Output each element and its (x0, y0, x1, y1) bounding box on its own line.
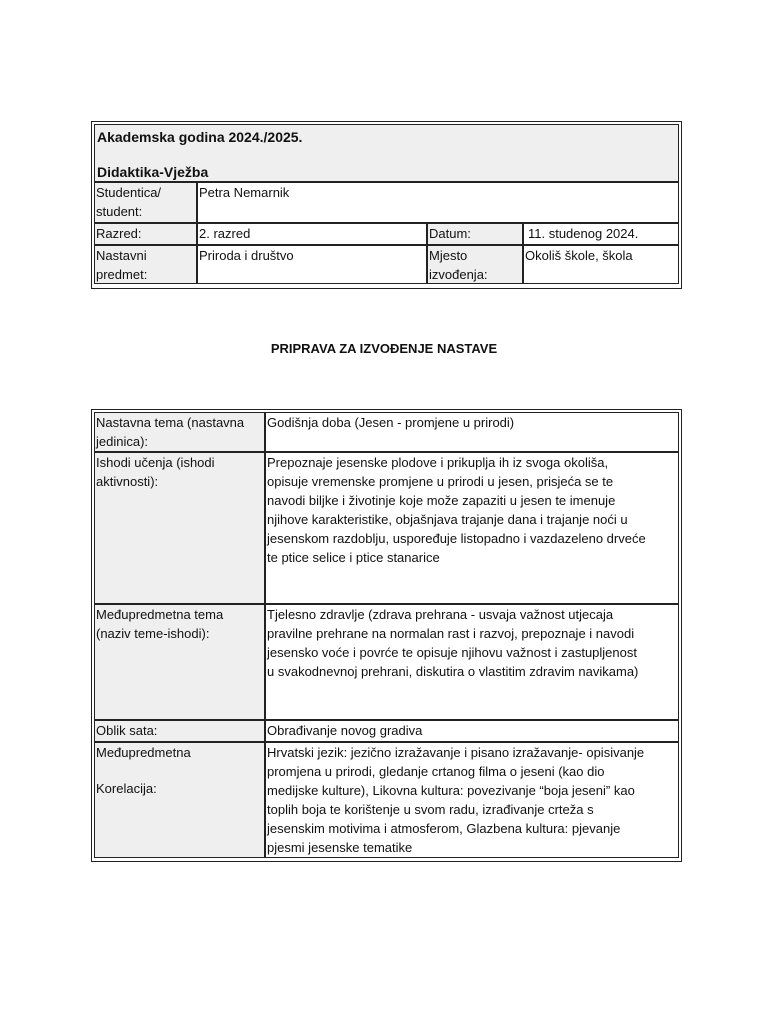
subject-label: Nastavni predmet: (96, 248, 148, 282)
correlation-label-cell (95, 743, 266, 857)
cross-label-cell (95, 605, 266, 719)
subject-place-row (94, 245, 679, 284)
form-label: Oblik sata: (96, 723, 158, 738)
date-value-cell (524, 224, 678, 244)
subject-value: Priroda i društvo (199, 248, 294, 263)
topic-value: Godišnja doba (Jesen - promjene u prirodi) (267, 415, 515, 430)
form-label-cell (95, 721, 266, 741)
student-label: Studentica/ student: (96, 185, 162, 219)
form-value-cell (266, 721, 678, 741)
course-name: Didaktika-Vježba (97, 164, 209, 180)
cross-label: Međupredmetna tema (naziv teme-ishodi): (96, 607, 224, 641)
student-row (94, 182, 679, 223)
header-table (91, 121, 682, 289)
grade-label: Razred: (96, 226, 142, 241)
place-label: Mjesto izvođenja: (429, 248, 488, 282)
date-value: 11. studenog 2024. (528, 226, 639, 241)
place-value: Okoliš škole, škola (525, 248, 633, 263)
correlation-value-cell (266, 743, 678, 857)
cross-value-cell (266, 605, 678, 719)
correlation-value: Hrvatski jezik: jezično izražavanje i pisano izražavanje- opisivanje promjena u prirodi, gledanje crtanog filma o jeseni (kao dio medijske kulture), Likovna kultura: povezivanje “boja jeseni” kao toplih boja te korištenje u svom radu, izrađivanje crteža s jesenskim motivima i atmosferom, Glazbena kultura: pjevanje pjesmi jesenske tematike (267, 745, 645, 855)
page-heading: PRIPRAVA ZA IZVOĐENJE NASTAVE (270, 341, 498, 356)
form-value: Obrađivanje novog gradiva (267, 723, 423, 738)
outcomes-value-cell (266, 453, 678, 603)
topic-value-cell (266, 413, 678, 451)
student-value: Petra Nemarnik (199, 185, 290, 200)
outcomes-value: Prepoznaje jesenske plodove i prikuplja ih iz svoga okoliša, opisuje vremenske promjene u prirodi u jesen, prisjeća se te navodi biljke i životinje koje može zapaziti u jesen te imenuje njihove karakteristike, objašnjava trajanje dana i trajanje noći u jesenskom razdoblju, uspoređuje listopadno i vazdazeleno drveće te ptice selice i ptice stanarice (267, 455, 646, 565)
cross-curricular-row (94, 604, 679, 720)
topic-label: Nastavna tema (nastavna jedinica): (96, 415, 245, 449)
subject-label-cell (95, 246, 198, 283)
correlation-label-1: Međupredmetna (96, 745, 191, 760)
place-label-cell (428, 246, 524, 283)
topic-label-cell (95, 413, 266, 451)
header-title-row (94, 124, 679, 182)
grade-date-row (94, 223, 679, 245)
grade-value: 2. razred (199, 226, 251, 241)
outcomes-label: Ishodi učenja (ishodi aktivnosti): (96, 455, 215, 489)
academic-year: Akademska godina 2024./2025. (97, 129, 303, 145)
lesson-plan-table (91, 409, 682, 862)
correlation-label-2: Korelacija: (96, 781, 157, 796)
place-value-cell (524, 246, 678, 283)
topic-row (94, 412, 679, 452)
date-label-cell (428, 224, 524, 244)
grade-label-cell (95, 224, 198, 244)
outcomes-row (94, 452, 679, 604)
subject-value-cell (198, 246, 428, 283)
student-label-cell (95, 183, 198, 222)
student-value-cell (198, 183, 678, 222)
correlation-row (94, 742, 679, 858)
grade-value-cell (198, 224, 428, 244)
outcomes-label-cell (95, 453, 266, 603)
lesson-form-row (94, 720, 679, 742)
cross-value: Tjelesno zdravlje (zdrava prehrana - usvaja važnost utjecaja pravilne prehrane na normalan rast i razvoj, prepoznaje i navodi jesensko voće i povrće te opisuje njihovu važnost i zastupljenost u svakodnevnoj prehrani, diskutira o vlastitim zdravim navikama) (267, 607, 639, 679)
date-label: Datum: (429, 226, 471, 241)
